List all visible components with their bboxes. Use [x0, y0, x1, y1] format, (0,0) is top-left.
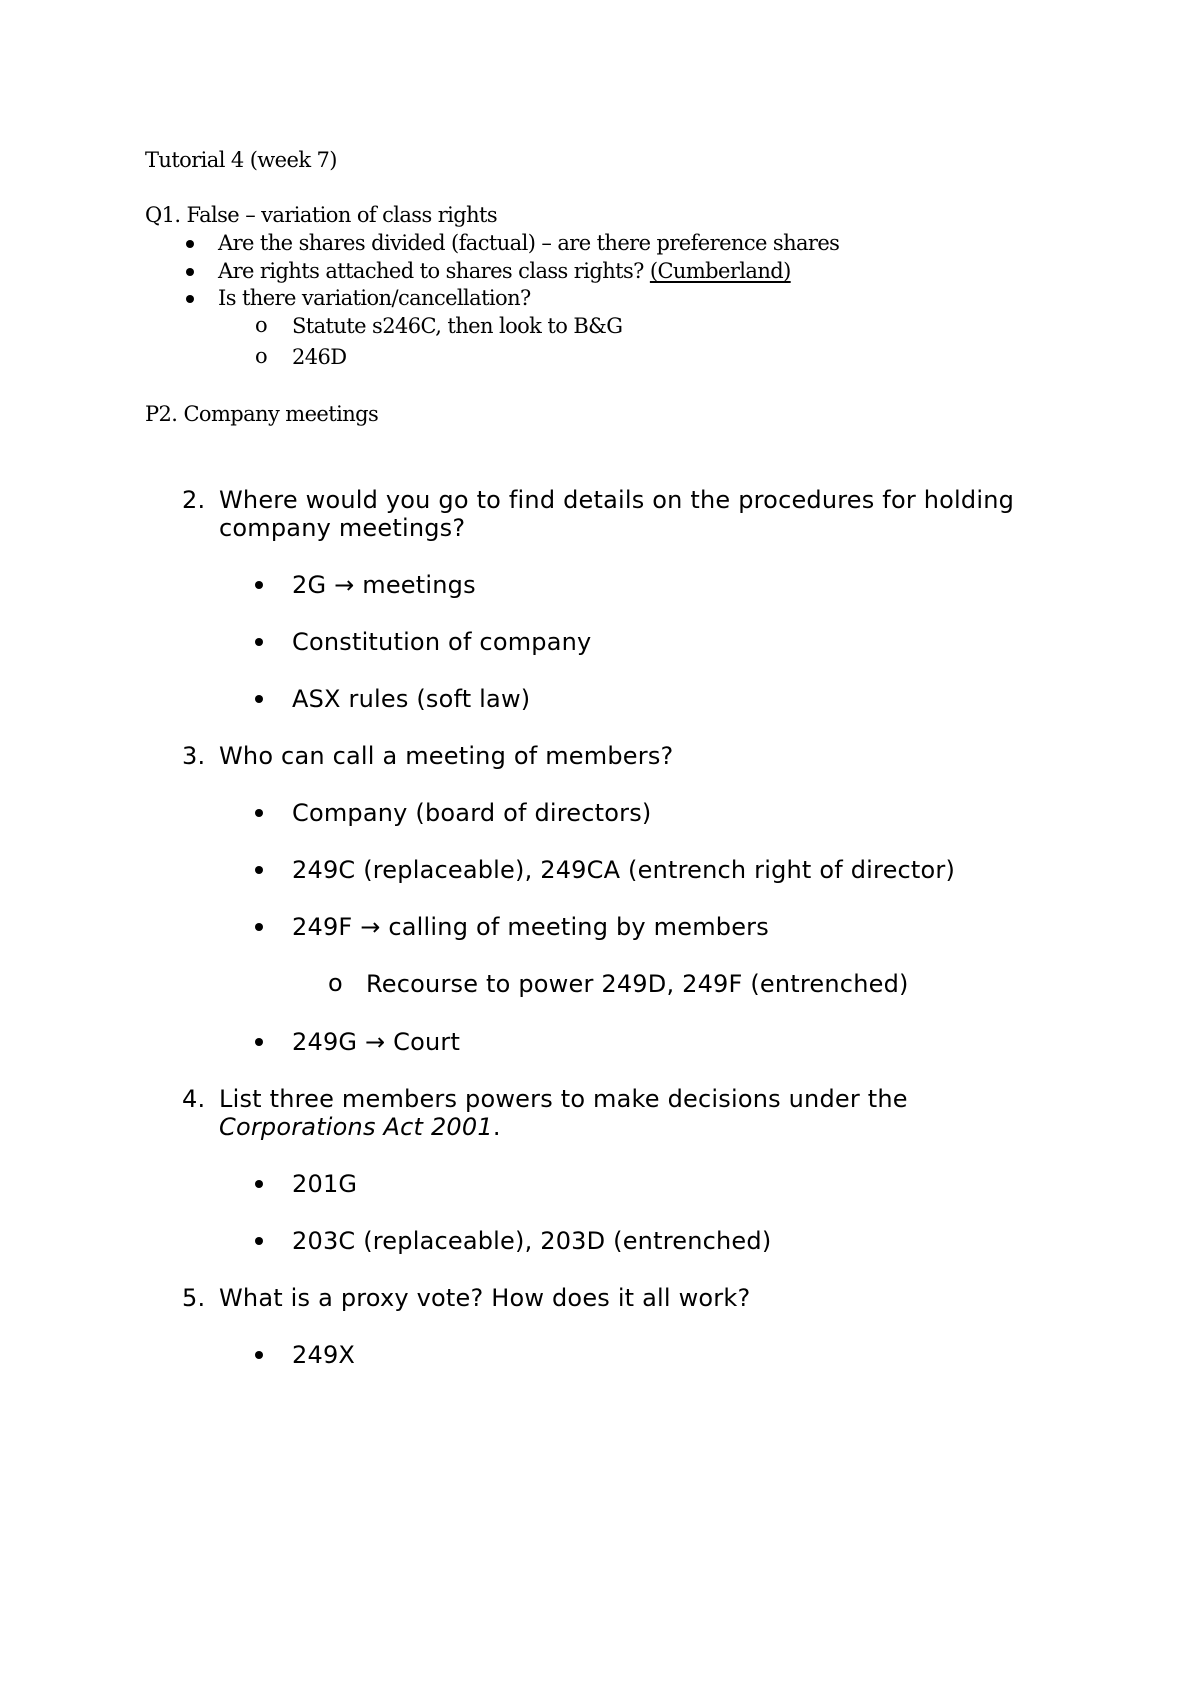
bullet-icon — [255, 923, 263, 931]
sub-bullet-marker: o — [255, 344, 268, 368]
question-number: 4. — [182, 1085, 206, 1113]
q1-bullet — [218, 261, 791, 282]
answer-item: 201G — [292, 1170, 358, 1198]
answer-item: ASX rules (soft law) — [292, 685, 531, 713]
bullet-icon — [186, 295, 194, 303]
question-text-end: . — [492, 1113, 501, 1141]
question-number: 5. — [182, 1284, 206, 1312]
bullet-icon — [255, 695, 263, 703]
bullet-icon — [255, 638, 263, 646]
question-text: List three members powers to make decisions under the — [219, 1085, 908, 1113]
bullet-icon — [255, 866, 263, 874]
question-text: Where would you go to find details on the procedures for holding — [219, 486, 1015, 514]
document-title: Tutorial 4 (week 7) — [145, 148, 337, 172]
q1-bullet: Is there variation/cancellation? — [218, 286, 531, 310]
answer-item: 203C (replaceable), 203D (entrenched) — [292, 1227, 772, 1255]
answer-item: Constitution of company — [292, 628, 592, 656]
sub-bullet-marker: o — [255, 313, 268, 337]
answer-item: 249G → Court — [292, 1028, 461, 1056]
bullet-icon — [255, 1237, 263, 1245]
bullet-icon — [255, 809, 263, 817]
case-reference: (Cumberland) — [649, 259, 791, 283]
question-text: company meetings? — [219, 514, 466, 542]
question-number: 3. — [182, 742, 206, 770]
q1-sub-bullet: Statute s246C, then look to B&G — [292, 314, 623, 338]
p2-heading: P2. Company meetings — [145, 402, 379, 426]
q1-bullet: Are the shares divided (factual) – are there preference shares — [218, 231, 840, 255]
q1-bullet-text: Are rights attached to shares class rights? — [218, 259, 650, 283]
bullet-icon — [186, 268, 194, 276]
answer-item: 249C (replaceable), 249CA (entrench right of director) — [292, 856, 956, 884]
sub-bullet-marker: o — [328, 969, 343, 997]
bullet-icon — [186, 240, 194, 248]
question-text: Who can call a meeting of members? — [219, 742, 674, 770]
bullet-icon — [255, 1180, 263, 1188]
bullet-icon — [255, 1038, 263, 1046]
question-text: What is a proxy vote? How does it all work? — [219, 1284, 751, 1312]
q1-heading: Q1. False – variation of class rights — [145, 203, 498, 227]
bullet-icon — [255, 1351, 263, 1359]
question-text — [219, 1115, 501, 1139]
q1-sub-bullet: 246D — [292, 345, 347, 369]
answer-item: 2G → meetings — [292, 571, 476, 599]
question-number: 2. — [182, 486, 206, 514]
answer-item: Company (board of directors) — [292, 799, 652, 827]
act-title: Corporations Act 2001 — [219, 1113, 493, 1141]
sub-answer-item: Recourse to power 249D, 249F (entrenched) — [366, 970, 909, 998]
bullet-icon — [255, 581, 263, 589]
answer-item: 249X — [292, 1341, 356, 1369]
answer-item: 249F → calling of meeting by members — [292, 913, 769, 941]
